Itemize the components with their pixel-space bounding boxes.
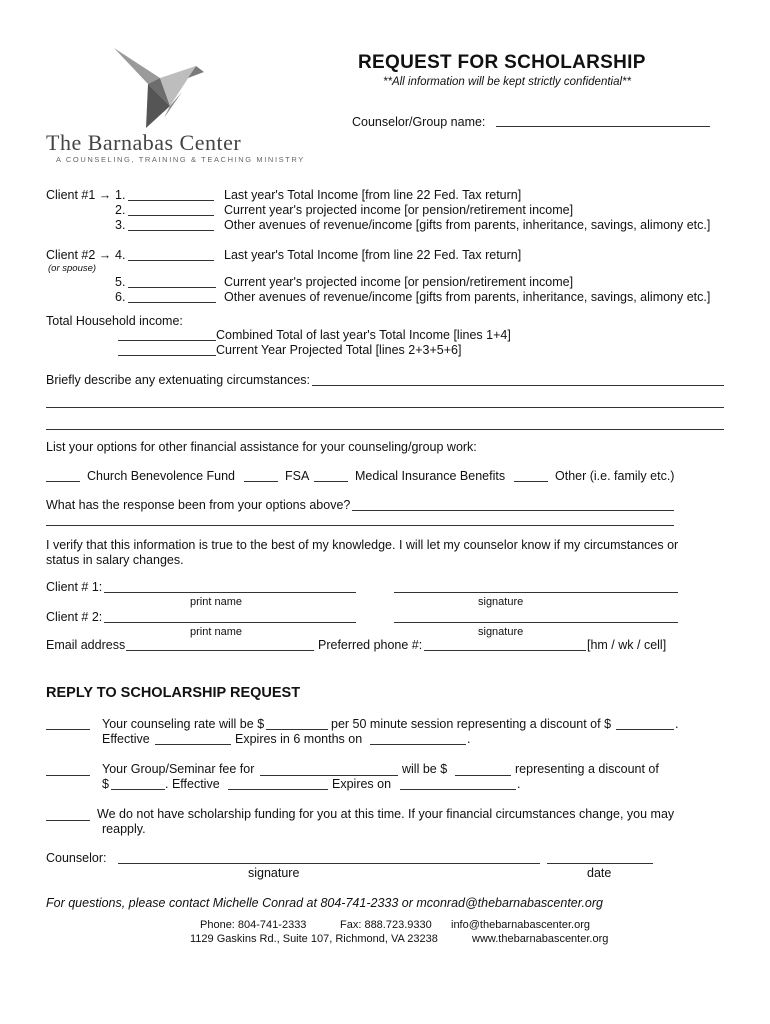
reply-b-text: Expires on (332, 777, 392, 791)
reply-b-text: will be $ (402, 762, 448, 776)
income-line-num: 3. (115, 218, 126, 232)
client1-sign-label: Client # 1: (46, 580, 103, 594)
counseling-rate-field[interactable] (266, 729, 328, 730)
income-line-desc: Last year's Total Income [from line 22 Fed. Tax return] (224, 188, 522, 202)
income-line-num: 5. (115, 275, 126, 289)
group-expires-field[interactable] (400, 789, 516, 790)
option-church-label: Church Benevolence Fund (87, 469, 236, 483)
group-effective-field[interactable] (228, 789, 328, 790)
reply-a-text: Effective (102, 732, 150, 746)
option-other-check[interactable] (514, 481, 548, 482)
reply-b-text: representing a discount of (515, 762, 659, 776)
client2-print-name-field[interactable] (104, 622, 356, 623)
footer-phone: Phone: 804-741-2333 (200, 919, 307, 931)
income-line-num: 2. (115, 203, 126, 217)
reply-option-c-check[interactable] (46, 820, 90, 821)
option-other-label: Other (i.e. family etc.) (555, 469, 675, 483)
option-church-check[interactable] (46, 481, 80, 482)
options-label: List your options for other financial assistance for your counseling/group work: (46, 440, 477, 454)
response-field-1[interactable] (352, 510, 674, 511)
counselor-date-field[interactable] (547, 863, 653, 864)
email-field[interactable] (126, 650, 314, 651)
counselor-signature-caption: signature (248, 866, 300, 880)
combined-total-label: Combined Total of last year's Total Income [lines 1+4] (216, 328, 511, 342)
footer-fax: Fax: 888.723.9330 (340, 919, 432, 931)
group-fee-field[interactable] (455, 775, 511, 776)
form-title: REQUEST FOR SCHOLARSHIP (358, 52, 646, 73)
circumstances-label: Briefly describe any extenuating circumstances: (46, 373, 311, 387)
income-line-6-field[interactable] (128, 302, 216, 303)
email-label: Email address (46, 638, 126, 652)
combined-total-field[interactable] (118, 340, 216, 341)
option-fsa-check[interactable] (244, 481, 278, 482)
income-line-5-field[interactable] (128, 287, 216, 288)
counseling-effective-field[interactable] (155, 744, 231, 745)
projected-total-field[interactable] (118, 355, 216, 356)
reply-option-a-check[interactable] (46, 729, 90, 730)
dove-icon (108, 44, 208, 130)
income-line-3-field[interactable] (128, 230, 214, 231)
verify-text-line2: status in salary changes. (46, 553, 184, 567)
footer-email[interactable]: info@thebarnabascenter.org (451, 919, 590, 931)
client2-sign-label: Client # 2: (46, 610, 103, 624)
verify-text-line1: I verify that this information is true to the best of my knowledge. I will let my counselor know if my circumstances or (46, 538, 679, 552)
reply-b-text: Your Group/Seminar fee for (102, 762, 255, 776)
group-name-field[interactable] (260, 775, 398, 776)
counseling-discount-field[interactable] (616, 729, 674, 730)
logo-name: The Barnabas Center (46, 130, 242, 155)
income-line-4-field[interactable] (128, 260, 214, 261)
income-line-num: 1. (115, 188, 126, 202)
circumstances-field-2[interactable] (46, 407, 724, 408)
option-insurance-label: Medical Insurance Benefits (355, 469, 506, 483)
footer-website[interactable]: www.thebarnabascenter.org (472, 933, 609, 945)
client1-signature-field[interactable] (394, 592, 678, 593)
counselor-label: Counselor: (46, 851, 107, 865)
reply-c-text-line1: We do not have scholarship funding for you at this time. If your financial circumstances change, you may (97, 807, 675, 821)
phone-field[interactable] (424, 650, 586, 651)
income-line-desc: Current year's projected income [or pension/retirement income] (224, 275, 574, 289)
reply-option-b-check[interactable] (46, 775, 90, 776)
response-label: What has the response been from your options above? (46, 498, 351, 512)
phone-label: Preferred phone #: (318, 638, 423, 652)
income-line-desc: Current year's projected income [or pension/retirement income] (224, 203, 574, 217)
counselor-group-label: Counselor/Group name: (352, 115, 486, 129)
confidential-note: **All information will be kept strictly confidential** (383, 76, 631, 88)
circumstances-field-1[interactable] (312, 385, 724, 386)
phone-type-label: [hm / wk / cell] (587, 638, 667, 652)
client2-signature-field[interactable] (394, 622, 678, 623)
income-line-desc: Other avenues of revenue/income [gifts from parents, inheritance, savings, alimony etc.] (224, 218, 711, 232)
client1-label: Client #1 → (46, 188, 112, 202)
option-insurance-check[interactable] (314, 481, 348, 482)
response-field-2[interactable] (46, 525, 674, 526)
questions-contact: For questions, please contact Michelle Conrad at 804-741-2333 or mconrad@thebarnabascenter.org (46, 896, 603, 910)
income-line-num: 6. (115, 290, 126, 304)
group-discount-field[interactable] (111, 789, 165, 790)
reply-a-text: Your counseling rate will be $ (102, 717, 265, 731)
client2-sublabel: (or spouse) (48, 263, 97, 274)
income-line-1-field[interactable] (128, 200, 214, 201)
print-name-caption: print name (190, 596, 242, 608)
income-line-desc: Last year's Total Income [from line 22 Fed. Tax return] (224, 248, 522, 262)
signature-caption: signature (478, 626, 524, 638)
counselor-group-field[interactable] (496, 126, 710, 127)
projected-total-label: Current Year Projected Total [lines 2+3+5+6] (216, 343, 462, 357)
counselor-date-caption: date (587, 866, 612, 880)
circumstances-field-3[interactable] (46, 429, 724, 430)
option-fsa-label: FSA (285, 469, 310, 483)
reply-heading: REPLY TO SCHOLARSHIP REQUEST (46, 685, 301, 701)
income-line-2-field[interactable] (128, 215, 214, 216)
reply-b-text: . Effective (165, 777, 220, 791)
reply-a-text: Expires in 6 months on (235, 732, 363, 746)
client1-print-name-field[interactable] (104, 592, 356, 593)
client2-label: Client #2 → (46, 248, 112, 262)
household-income-label: Total Household income: (46, 314, 183, 328)
income-line-desc: Other avenues of revenue/income [gifts from parents, inheritance, savings, alimony etc.] (224, 290, 711, 304)
counselor-signature-field[interactable] (118, 863, 540, 864)
print-name-caption: print name (190, 626, 242, 638)
counseling-expires-field[interactable] (370, 744, 466, 745)
signature-caption: signature (478, 596, 524, 608)
footer-address: 1129 Gaskins Rd., Suite 107, Richmond, VA 23238 (190, 933, 438, 945)
reply-b-text: $ (102, 777, 109, 791)
reply-c-text-line2: reapply. (102, 822, 146, 836)
income-line-num: 4. (115, 248, 126, 262)
logo-tagline: A COUNSELING, TRAINING & TEACHING MINISTRY (56, 155, 305, 164)
reply-a-text: per 50 minute session representing a discount of $ (331, 717, 612, 731)
